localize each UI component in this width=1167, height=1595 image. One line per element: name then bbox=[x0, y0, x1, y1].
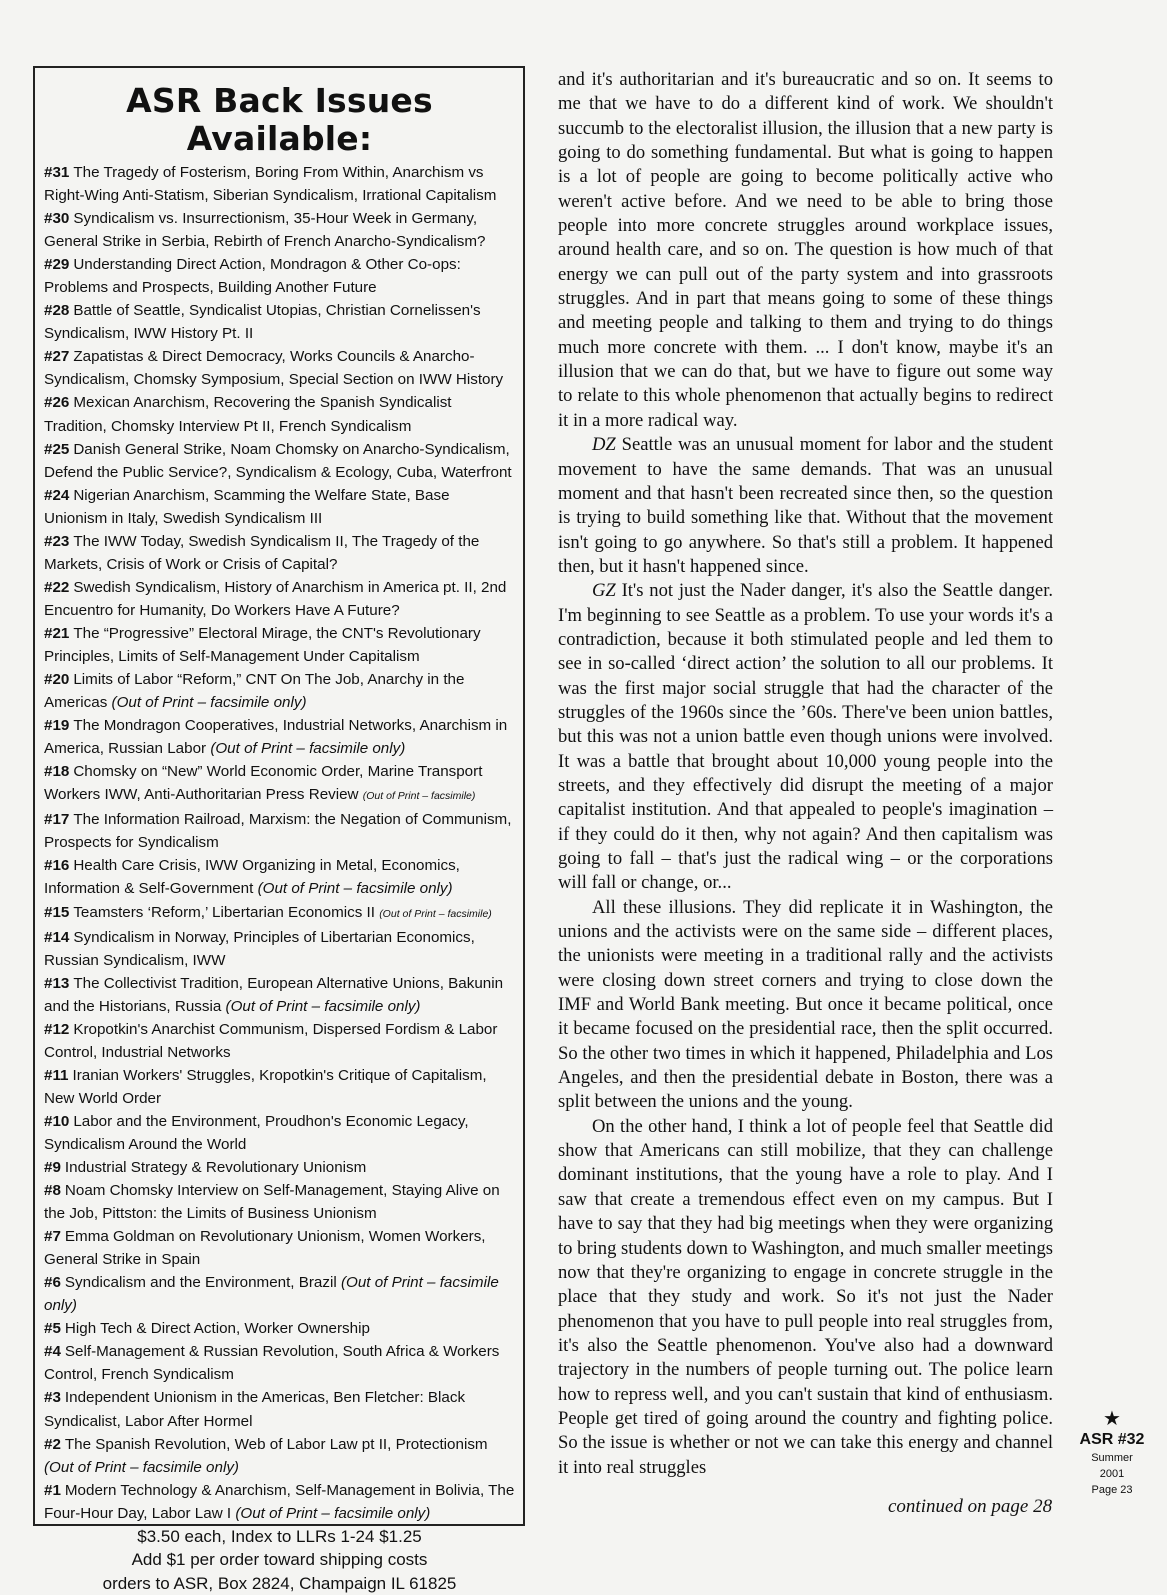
out-of-print-note: (Out of Print – facsimile only) bbox=[111, 694, 307, 712]
continued-note: continued on page 28 bbox=[888, 1496, 1053, 1517]
issue-number: #10 bbox=[44, 1112, 70, 1130]
issue-item bbox=[44, 972, 515, 1018]
issue-contents: Battle of Seattle, Syndicalist Utopias, Christian Cornelissen's Syndicalism, IWW History Pt. II bbox=[44, 302, 481, 343]
back-issues-box bbox=[33, 66, 525, 1593]
issue-item bbox=[44, 345, 515, 391]
issue-contents: Self-Management & Russian Revolution, South Africa & Workers Control, French Syndicalism bbox=[44, 1343, 500, 1384]
issue-contents: Emma Goldman on Revolutionary Unionism, Women Workers, General Strike in Spain bbox=[44, 1228, 486, 1269]
issue-contents: The “Progressive” Electoral Mirage, the CNT's Revolutionary Principles, Limits of Self-Management Under Capitalism bbox=[44, 624, 481, 665]
issue-number: #30 bbox=[44, 210, 70, 228]
issue-contents: Syndicalism and the Environment, Brazil bbox=[64, 1274, 337, 1292]
page-number: Page 23 bbox=[1091, 1484, 1133, 1496]
out-of-print-note: (Out of Print – facsimile only) bbox=[44, 1274, 499, 1315]
issue-number: #15 bbox=[44, 903, 70, 921]
issue-item bbox=[44, 438, 515, 484]
article-paragraph bbox=[558, 68, 1053, 433]
issue-item bbox=[44, 253, 515, 299]
issue-item bbox=[44, 1156, 515, 1179]
issue-item bbox=[44, 1479, 515, 1525]
issue-contents: Swedish Syndicalism, History of Anarchism in America pt. II, 2nd Encuentro for Humanity, Do Workers Have A Future? bbox=[44, 578, 507, 619]
issue-item bbox=[44, 484, 515, 530]
out-of-print-note: (Out of Print – facsimile) bbox=[379, 907, 492, 920]
issue-contents: Syndicalism vs. Insurrectionism, 35-Hour Week in Germany, General Strike in Serbia, Rebirth of French Anarcho-Syndicalism? bbox=[44, 210, 486, 251]
issue-contents: The Spanish Revolution, Web of Labor Law pt II, Protectionism bbox=[64, 1435, 488, 1453]
shipping-line: Add $1 per order toward shipping costs bbox=[131, 1550, 428, 1570]
issue-contents: Limits of Labor “Reform,” CNT On The Job, Anarchy in the Americas bbox=[44, 671, 465, 712]
issue-number: #20 bbox=[44, 671, 70, 689]
issue-contents: Chomsky on “New” World Economic Order, Marine Transport Workers IWW, Anti-Authoritarian Press Review bbox=[44, 763, 483, 804]
issue-item bbox=[44, 714, 515, 760]
issue-contents: Independent Unionism in the Americas, Ben Fletcher: Black Syndicalist, Labor After Hormel bbox=[44, 1389, 466, 1430]
issue-number: #24 bbox=[44, 486, 70, 504]
issue-number: #5 bbox=[44, 1320, 61, 1338]
issue-contents: Syndicalism in Norway, Principles of Libertarian Economics, Russian Syndicalism, IWW bbox=[44, 928, 475, 969]
issue-contents: The Information Railroad, Marxism: the Negation of Communism, Prospects for Syndicalism bbox=[44, 811, 512, 852]
issue-number: #29 bbox=[44, 256, 70, 274]
issue-contents: Labor and the Environment, Proudhon's Economic Legacy, Syndicalism Around the World bbox=[44, 1112, 469, 1153]
issue-number: #6 bbox=[44, 1274, 61, 1292]
issue-number: #12 bbox=[44, 1020, 70, 1038]
issue-number: #19 bbox=[44, 717, 70, 735]
issue-contents: Mexican Anarchism, Recovering the Spanish Syndicalist Tradition, Chomsky Interview Pt II, French Syndicalism bbox=[44, 394, 452, 435]
issue-item bbox=[44, 1433, 515, 1479]
speaker-initials: DZ bbox=[592, 434, 616, 456]
issue-number: #26 bbox=[44, 394, 70, 412]
issue-contents: The Tragedy of Fosterism, Boring From Within, Anarchism vs Right-Wing Anti-Statism, Siberian Syndicalism, Irrational Capitalism bbox=[44, 164, 497, 205]
issue-number: #9 bbox=[44, 1159, 61, 1177]
issue-item bbox=[44, 901, 515, 926]
issue-item bbox=[44, 1018, 515, 1064]
issue-item bbox=[44, 1179, 515, 1225]
issue-number: #8 bbox=[44, 1182, 61, 1200]
paragraph-text: and it's authoritarian and it's bureaucratic and so on. It seems to me that we have to do a different kind of work. We shouldn't succumb to the electoralist illusion, the illusion that a new party is going to do something fundamental. But what is going to happen is a lot of people are going to become politically active who weren't active before. And we need to be able to bring those people into more concrete struggles around workplace issues, around health care, and so on. The question is how much of that energy we can pull out of the party system and into grassroots struggles. And in part that means going to some of these things and meeting people and talking to them and trying to do things much more concrete with them. ... I don't know, maybe it's an illusion that we can do that, but we have to figure out some way to relate to this whole phenomenon that actually begins to redirect it in a more radical way. bbox=[558, 69, 1053, 431]
issue-item bbox=[44, 668, 515, 714]
address-line: orders to ASR, Box 2824, Champaign IL 61825 bbox=[102, 1573, 457, 1593]
issue-number: #16 bbox=[44, 857, 70, 875]
issue-number: #1 bbox=[44, 1481, 61, 1499]
issue-item bbox=[44, 1225, 515, 1271]
issue-item bbox=[44, 1340, 515, 1386]
issue-year: 2001 bbox=[1099, 1468, 1125, 1480]
issue-item bbox=[44, 1386, 515, 1432]
article-paragraph bbox=[558, 433, 1053, 579]
issue-contents: Danish General Strike, Noam Chomsky on Anarcho-Syndicalism, Defend the Public Service?, Syndicalism & Ecology, Cuba, Waterfront bbox=[44, 440, 512, 481]
issue-contents: The Collectivist Tradition, European Alternative Unions, Bakunin and the Historians, Russia bbox=[44, 974, 504, 1015]
issue-number: #17 bbox=[44, 811, 70, 829]
out-of-print-note: (Out of Print – facsimile only) bbox=[210, 740, 406, 758]
paragraph-text: All these illusions. They did replicate it in Washington, the unions and the activists were on the same side – different places, the unionists were meeting in a traditional rally and the activists were closing down street corners and trying to close down the IMF and World Bank meeting. But once it became political, once it became focused on the presidential race, then the split occurred. So the other two times in which it happened, Philadelphia and Los Angeles, and then the presidential debate in Boston, there was a split between the unions and the young. bbox=[558, 896, 1053, 1113]
issue-number: #21 bbox=[44, 624, 70, 642]
issue-number: #25 bbox=[44, 440, 70, 458]
issue-item bbox=[44, 299, 515, 345]
issue-item bbox=[44, 161, 515, 207]
issue-number: #22 bbox=[44, 578, 70, 596]
magazine-issue: ASR #32 bbox=[1079, 1431, 1145, 1448]
issue-item bbox=[44, 854, 515, 900]
issue-item bbox=[44, 1110, 515, 1156]
issue-number: #13 bbox=[44, 974, 70, 992]
issue-list bbox=[44, 161, 515, 1525]
issue-item bbox=[44, 1271, 515, 1317]
out-of-print-note: (Out of Print – facsimile only) bbox=[257, 880, 453, 898]
back-issues-title: ASR Back Issues Available: bbox=[126, 81, 433, 158]
issue-item bbox=[44, 760, 515, 808]
issue-season: Summer bbox=[1091, 1452, 1133, 1464]
issue-item bbox=[44, 926, 515, 972]
issue-number: #14 bbox=[44, 928, 70, 946]
issue-contents: Iranian Workers' Struggles, Kropotkin's Critique of Capitalism, New World Order bbox=[44, 1066, 487, 1107]
issue-contents: Zapatistas & Direct Democracy, Works Councils & Anarcho-Syndicalism, Chomsky Symposium, Special Section on IWW History bbox=[44, 348, 504, 389]
article-paragraph bbox=[558, 896, 1053, 1115]
issue-item bbox=[44, 391, 515, 437]
issue-contents: Understanding Direct Action, Mondragon & Other Co-ops: Problems and Prospects, Building Another Future bbox=[44, 256, 461, 297]
speaker-initials: GZ bbox=[592, 580, 616, 602]
out-of-print-note: (Out of Print – facsimile) bbox=[362, 790, 476, 803]
issue-contents: The IWW Today, Swedish Syndicalism II, The Tragedy of the Markets, Crisis of Work or Crisis of Capital? bbox=[44, 532, 480, 573]
issue-item bbox=[44, 808, 515, 854]
paragraph-text: It's not just the Nader danger, it's also the Seattle danger. I'm beginning to see Seattle as a problem. To use your words it's a contradiction, because it both stimulated people and led them to see in so-called ‘direct action’ the solution to all our problems. It was the first major social struggle that had the character of the struggles of the 1960s since the ’60s. There've been union battles, but this was not a union battle even though unions were involved. It was a battle that brought about 10,000 young people into the streets, and they effectively did disrupt the meeting of a major capitalist institution. And that appealed to people's imagination – if they could do it then, why not again? And then capitalism was going to fall – that's just the radical wing – or the corporations will fall or change, or... bbox=[558, 580, 1054, 894]
issue-number: #3 bbox=[44, 1389, 61, 1407]
issue-item bbox=[44, 622, 515, 668]
article-text bbox=[558, 68, 1053, 1480]
price-line: $3.50 each, Index to LLRs 1-24 $1.25 bbox=[137, 1526, 422, 1546]
issue-number: #23 bbox=[44, 532, 70, 550]
issue-item bbox=[44, 530, 515, 576]
issue-item bbox=[44, 576, 515, 622]
issue-number: #18 bbox=[44, 763, 70, 781]
paragraph-text: Seattle was an unusual moment for labor and the student movement to have the same demands. That was an unusual moment and that hasn't been recreated since then, so the question is trying to build something like that. Without that the movement isn't going to go anywhere. So that's still a problem. It happened then, but it hasn't happened since. bbox=[558, 434, 1053, 577]
issue-contents: Noam Chomsky Interview on Self-Management, Staying Alive on the Job, Pittston: the Limits of Business Unionism bbox=[44, 1182, 500, 1223]
issue-contents: Health Care Crisis, IWW Organizing in Metal, Economics, Information & Self-Government bbox=[44, 857, 460, 898]
issue-number: #2 bbox=[44, 1435, 61, 1453]
issue-contents: Nigerian Anarchism, Scamming the Welfare State, Base Unionism in Italy, Swedish Syndicalism III bbox=[44, 486, 450, 527]
issue-number: #4 bbox=[44, 1343, 61, 1361]
page-folio bbox=[1076, 1408, 1148, 1498]
issue-contents: Modern Technology & Anarchism, Self-Management in Bolivia, The Four-Hour Day, Labor Law I bbox=[44, 1481, 515, 1522]
article-paragraph bbox=[558, 579, 1053, 895]
issue-number: #31 bbox=[44, 164, 70, 181]
star-icon: ★ bbox=[1103, 1408, 1121, 1430]
issue-item bbox=[44, 1317, 515, 1340]
out-of-print-note: (Out of Print – facsimile only) bbox=[235, 1504, 431, 1522]
issue-number: #11 bbox=[44, 1066, 69, 1084]
issue-contents: Teamsters ‘Reform,’ Libertarian Economics II bbox=[73, 903, 375, 921]
issue-contents: Industrial Strategy & Revolutionary Unionism bbox=[64, 1159, 367, 1177]
out-of-print-note: (Out of Print – facsimile only) bbox=[44, 1458, 239, 1476]
issue-number: #7 bbox=[44, 1228, 61, 1246]
out-of-print-note: (Out of Print – facsimile only) bbox=[225, 997, 421, 1015]
issue-number: #27 bbox=[44, 348, 70, 366]
issue-contents: Kropotkin's Anarchist Communism, Dispersed Fordism & Labor Control, Industrial Networks bbox=[44, 1020, 498, 1061]
issue-item bbox=[44, 1064, 515, 1110]
issue-number: #28 bbox=[44, 302, 70, 320]
article-paragraph bbox=[558, 1115, 1053, 1480]
issue-contents: High Tech & Direct Action, Worker Ownership bbox=[64, 1320, 370, 1338]
issue-item bbox=[44, 207, 515, 253]
issue-contents: The Mondragon Cooperatives, Industrial Networks, Anarchism in America, Russian Labor bbox=[44, 717, 508, 758]
paragraph-text: On the other hand, I think a lot of people feel that Seattle did show that Americans can still mobilize, that they can challenge dominant institutions, that the young have a role to play. And I saw that create a tremendous effect even on my campus. But I have to say that they had big meetings when they were organizing to bring students down to Washington, and much smaller meetings now that they're organizing to engage in concrete struggle in the place that they study and work. So it's not just the Nader phenomenon that you have to pull people into real struggles from, it's also the Seattle phenomenon. You've also had a downward trajectory in the numbers of people turning out. The police learn how to repress well, and you can't sustain that kind of enthusiasm. People get tired of going around the country and fighting police. So the issue is whether or not we can take this energy and channel it into real struggles bbox=[558, 1115, 1053, 1478]
